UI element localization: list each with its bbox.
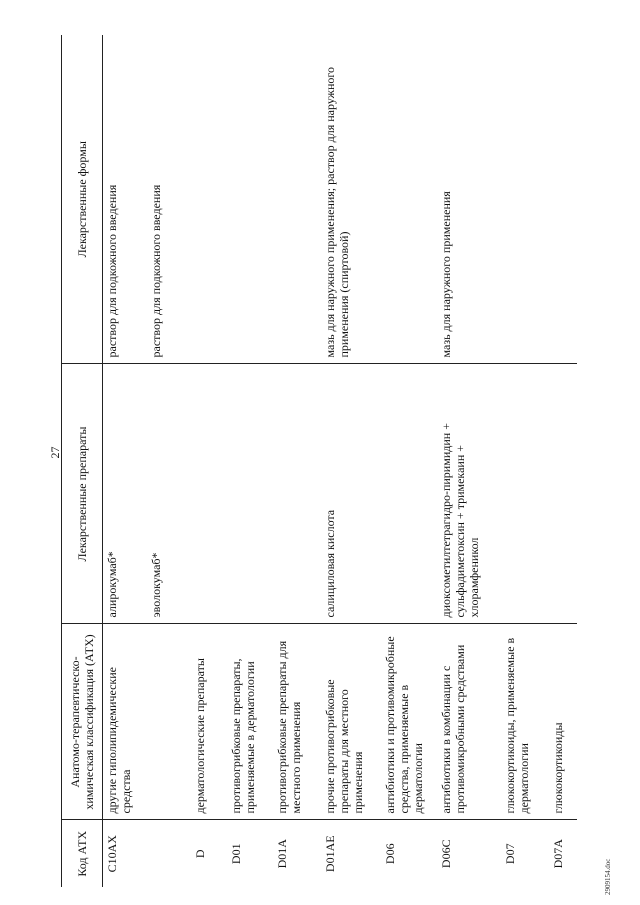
- atx-classification: [147, 624, 191, 820]
- table-row: [191, 35, 227, 887]
- atx-code: [147, 820, 191, 887]
- dosage-form: мазь для наружного применения; раствор для наружного применения (спиртовой): [321, 35, 381, 364]
- table-header-row: [62, 35, 103, 887]
- atx-classification: противогрибковые препараты для местного применения: [273, 624, 321, 820]
- atx-classification: противогрибковые препараты, применяемые в дерматологии: [227, 624, 273, 820]
- table-row: [103, 35, 147, 887]
- dosage-form: [191, 35, 227, 364]
- header-classification: Анатомо-терапевтическо-химическая классификация (АТХ): [62, 624, 103, 820]
- drug-name: эволокумаб*: [147, 364, 191, 624]
- atx-classification: антибиотики в комбинации с противомикробными средствами: [437, 624, 501, 820]
- footer-filename: 2909154.doc: [604, 858, 612, 895]
- table-row: [549, 35, 577, 887]
- drug-name: диоксометилтетрагидро-пиримидин + сульфадиметоксин + тримекаин + хлорамфеникол: [437, 364, 501, 624]
- table-row: [321, 35, 381, 887]
- dosage-form: мазь для наружного применения: [437, 35, 501, 364]
- table-row: [273, 35, 321, 887]
- atx-classification: дерматологические препараты: [191, 624, 227, 820]
- atx-code: D01: [227, 820, 273, 887]
- header-forms: Лекарственные формы: [62, 35, 103, 364]
- atx-code: D01A: [273, 820, 321, 887]
- drug-name: [549, 364, 577, 624]
- atx-code: D06: [381, 820, 437, 887]
- atx-classification: глюкокортикоиды: [549, 624, 577, 820]
- table-row: [501, 35, 549, 887]
- drug-name: [273, 364, 321, 624]
- drug-name: [501, 364, 549, 624]
- atx-classification: другие гиполипидемические средства: [103, 624, 147, 820]
- table-row: [147, 35, 191, 887]
- dosage-form: раствор для подкожного введения: [103, 35, 147, 364]
- atx-code: C10AX: [103, 820, 147, 887]
- atx-code: D07A: [549, 820, 577, 887]
- dosage-form: раствор для подкожного введения: [147, 35, 191, 364]
- drug-name: алирокумаб*: [103, 364, 147, 624]
- dosage-form: [381, 35, 437, 364]
- atx-code: D06C: [437, 820, 501, 887]
- drug-name: [381, 364, 437, 624]
- atx-code: D01AE: [321, 820, 381, 887]
- dosage-form: [227, 35, 273, 364]
- table-row: [227, 35, 273, 887]
- atx-table: [61, 35, 577, 887]
- table-row: [381, 35, 437, 887]
- table-row: [437, 35, 501, 887]
- atx-code: D: [191, 820, 227, 887]
- atx-classification: прочие противогрибковые препараты для местного применения: [321, 624, 381, 820]
- dosage-form: [501, 35, 549, 364]
- header-drugs: Лекарственные препараты: [62, 364, 103, 624]
- drug-name: [227, 364, 273, 624]
- dosage-form: [549, 35, 577, 364]
- dosage-form: [273, 35, 321, 364]
- drug-name: [191, 364, 227, 624]
- drug-name: салициловая кислота: [321, 364, 381, 624]
- header-code: Код АТХ: [62, 820, 103, 887]
- atx-code: D07: [501, 820, 549, 887]
- page-number: 27: [48, 446, 62, 459]
- atx-classification: антибиотики и противомикробные средства, применяемые в дерматологии: [381, 624, 437, 820]
- atx-classification: глюкокортикоиды, применяемые в дерматологии: [501, 624, 549, 820]
